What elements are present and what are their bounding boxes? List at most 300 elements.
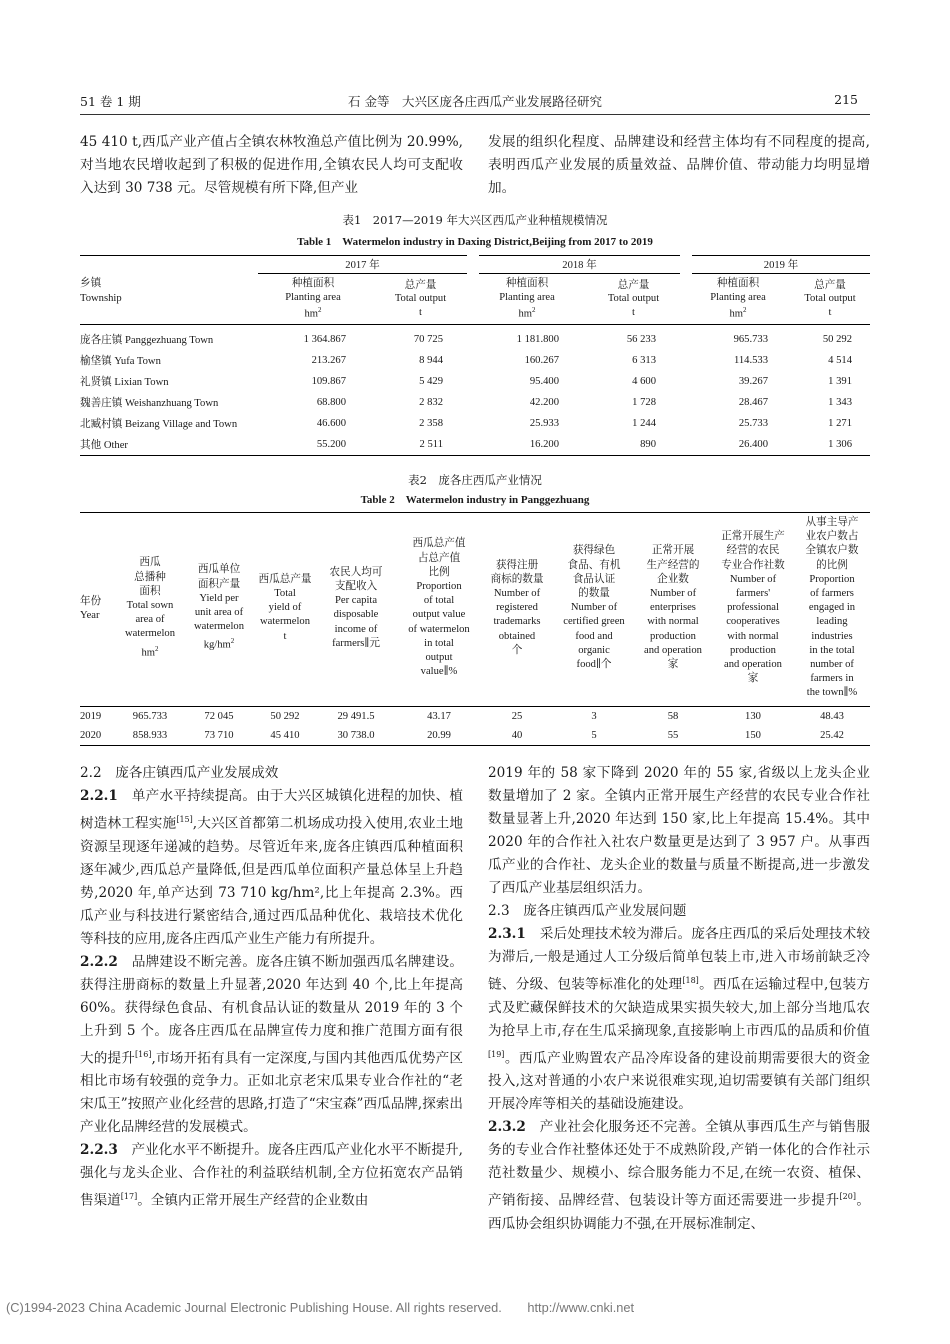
t2-head-line bbox=[634, 559, 712, 573]
t2-head-line bbox=[712, 672, 794, 686]
t2-head-text: leading bbox=[816, 616, 848, 628]
t1-value-cell: 70 725 bbox=[413, 334, 443, 346]
t2-value-cell: 5 bbox=[591, 729, 597, 741]
t2-head-line bbox=[314, 580, 398, 594]
t1-value-cell: 5 429 bbox=[419, 376, 443, 388]
t2-head-text: 商标的数量 bbox=[490, 573, 544, 585]
t1-value-cell: 1 391 bbox=[828, 376, 852, 388]
t1-township-cell: 榆垡镇 Yufa Town bbox=[80, 356, 161, 368]
t2-head-line bbox=[554, 587, 634, 601]
t2-head-text: with normal bbox=[727, 630, 779, 642]
para-2-3-2 bbox=[488, 1116, 870, 1236]
t2-year-cn: 年份 bbox=[80, 596, 102, 608]
ref-19: [19] bbox=[488, 1049, 505, 1059]
t2-head-line bbox=[182, 578, 256, 592]
s221-text2: ,大兴区首都第二机场成功投入使用,农业土地资源呈现逐年递减的趋势。尽管近年来,庞各庄镇西瓜种植面积逐年减少,西瓜总产量降低,但是西瓜单位面积产量总体呈上升趋势,2020 年,单产达到 73 710 kg/hm²,比上年提高 2.3%。西瓜产业与科技进行紧密结合,通过西瓜品种优化、栽培技术优化等科技的应用,庞各庄西瓜产业生产能力有所提升。 bbox=[80, 815, 463, 947]
t2-head-text: farmers∥元 bbox=[332, 637, 380, 649]
para-right-1: 2019 年的 58 家下降到 2020 年的 55 家,省级以上龙头企业数量增加了 2 家。全镇内正常开展生产经营的农民专业合作社数量显著上升,2020 年达到 150 家,比上年提高 15.4%。其中 2020 年的合作社入社农户数量更是达到了 3 957 户。从事西瓜产业的合作社、龙头企业的数量与质量不断提高,进一步激发了西瓜产业基层组织活力。 bbox=[488, 765, 870, 896]
t1-row bbox=[80, 371, 870, 392]
t2-col9-head bbox=[712, 513, 794, 707]
s222-text2: ,市场开拓有具有一定深度,与国内其他西瓜优势产区相比市场有较强的竞争力。正如北京老宋瓜果专业合作社的“老宋瓜王”按照产业化经营的思路,打造了“宋宝森”西瓜品牌,探索出产业化品牌经营的发展模式。 bbox=[80, 1050, 464, 1136]
t2-head-line bbox=[118, 599, 182, 613]
t2-row bbox=[80, 726, 870, 746]
right-column bbox=[488, 762, 870, 1236]
t2-head-text: 比例 bbox=[428, 566, 450, 578]
table1-caption-en: Table 1 Watermelon industry in Daxing District,Beijing from 2017 to 2019 bbox=[297, 236, 653, 248]
t2-head-text: Per capita bbox=[334, 595, 378, 607]
t2-head-line bbox=[554, 644, 634, 658]
t1-output-cn: 总产量 bbox=[814, 279, 846, 291]
t2-head-text: in total bbox=[424, 637, 454, 649]
t1-output-cn: 总产量 bbox=[617, 279, 650, 291]
t1-value-cell: 1 244 bbox=[632, 418, 656, 430]
s231-text3: 。西瓜产业购置农产品冷库设备的建设前期需要很大的资金投入,这对普通的小农户来说很难实现,迫切需要镇有关部门组织开展冷库等相关的基础设施建设。 bbox=[488, 1050, 870, 1113]
t2-head-text: t bbox=[283, 630, 287, 642]
t2-head-text: organic bbox=[578, 644, 610, 656]
t2-head-line bbox=[398, 637, 480, 651]
t2-head-text: watermelon bbox=[259, 616, 310, 628]
t1-township-cell: 北臧村镇 Beizang Village and Town bbox=[80, 419, 238, 431]
t1-output-unit: t bbox=[419, 306, 422, 318]
t2-body bbox=[80, 706, 870, 745]
t2-value-cell: 50 292 bbox=[270, 710, 300, 722]
t1-value-cell: 109.867 bbox=[311, 376, 346, 388]
t2-head-line bbox=[554, 559, 634, 573]
t1-year-2019: 2019 年 bbox=[686, 256, 870, 274]
t2-head-line bbox=[712, 587, 794, 601]
ref-16: [16] bbox=[135, 1049, 152, 1059]
t1-value-cell: 55.200 bbox=[316, 439, 346, 451]
t2-head-text: registered bbox=[496, 602, 538, 614]
t2-head-line bbox=[480, 644, 554, 658]
t2-value-cell: 30 738.0 bbox=[337, 729, 375, 741]
t2-head-line bbox=[398, 665, 480, 679]
t1-value-cell: 2 511 bbox=[419, 439, 443, 451]
t2-head-line bbox=[118, 642, 182, 661]
t2-head-line bbox=[794, 587, 870, 601]
t2-head-line bbox=[794, 658, 870, 672]
t1-value-cell: 213.267 bbox=[311, 355, 346, 367]
t1-value-cell: 68.800 bbox=[316, 397, 346, 409]
t1-value-cell: 16.200 bbox=[529, 439, 559, 451]
t2-year-en: Year bbox=[80, 610, 100, 622]
t1-area-cn: 种植面积 bbox=[505, 278, 549, 289]
t2-head-line bbox=[182, 563, 256, 577]
t2-head-line bbox=[712, 573, 794, 587]
t1-output-cn: 总产量 bbox=[404, 279, 437, 291]
t2-head-line bbox=[634, 587, 712, 601]
t2-head-text: Total bbox=[274, 588, 296, 600]
t2-head-text: of total bbox=[423, 595, 455, 607]
t2-head-text: watermelon bbox=[124, 628, 175, 640]
t2-head-line bbox=[712, 544, 794, 558]
t2-head-line bbox=[794, 530, 870, 544]
t2-head-text: 家 bbox=[747, 673, 759, 685]
t1-area-cn: 种植面积 bbox=[291, 278, 335, 289]
t2-head-text: the town∥% bbox=[806, 687, 858, 699]
t2-head-line bbox=[634, 615, 712, 629]
t2-head-text: 西瓜 bbox=[139, 557, 161, 569]
t2-head-line bbox=[634, 644, 712, 658]
t1-area-unit: hm bbox=[304, 308, 319, 320]
t2-head-line bbox=[182, 606, 256, 620]
t2-head-text: 的数量 bbox=[578, 588, 610, 600]
t2-head-sup: 2 bbox=[155, 644, 159, 653]
t2-head-line bbox=[712, 530, 794, 544]
t2-head-line bbox=[554, 544, 634, 558]
t1-area-unit: hm bbox=[518, 308, 533, 320]
t2-head-line bbox=[182, 592, 256, 606]
t2-head-text: and operation bbox=[644, 644, 702, 656]
t2-head-text: 个 bbox=[511, 644, 523, 656]
t2-head-text: 面积产量 bbox=[197, 578, 241, 590]
s223-label: 2.2.3 bbox=[80, 1142, 118, 1159]
t2-head-text: industries bbox=[811, 630, 853, 642]
running-title: 石 金等 大兴区庞各庄西瓜产业发展路径研究 bbox=[348, 94, 602, 109]
t2-head-text: 家 bbox=[667, 659, 679, 671]
copyright-footer: (C)1994-2023 China Academic Journal Electronic Publishing House. All rights reserved. http://www.cnki.net bbox=[6, 1300, 635, 1315]
t1-area-head bbox=[473, 274, 581, 325]
t2-head-line bbox=[256, 601, 314, 615]
t1-output-head bbox=[581, 274, 686, 325]
ref-17: [17] bbox=[120, 1192, 138, 1202]
t2-col3-head bbox=[256, 513, 314, 707]
t2-head-line bbox=[712, 658, 794, 672]
ref-15: [15] bbox=[176, 815, 193, 824]
s231-label: 2.3.1 bbox=[488, 926, 526, 942]
t1-township-cell: 庞各庄镇 Panggezhuang Town bbox=[80, 335, 214, 347]
t2-head-line bbox=[634, 630, 712, 644]
t2-value-cell: 20.99 bbox=[427, 729, 451, 741]
t2-head-text: 经营的农民 bbox=[726, 545, 780, 557]
t2-head-line bbox=[554, 658, 634, 672]
t1-output-en: Total output bbox=[804, 293, 856, 305]
t1-row bbox=[80, 413, 870, 434]
t2-head-line bbox=[118, 556, 182, 570]
ref-18: [18] bbox=[682, 976, 699, 985]
t2-head-text: area of bbox=[135, 614, 165, 626]
t1-row bbox=[80, 392, 870, 413]
t2-head-line bbox=[480, 559, 554, 573]
t1-output-en: Total output bbox=[394, 293, 447, 305]
t2-head-text: engaged in bbox=[808, 602, 856, 614]
t2-head-text: output bbox=[425, 651, 453, 663]
t2-value-cell: 965.733 bbox=[132, 710, 168, 722]
t2-head-text: certified green bbox=[563, 616, 625, 628]
t2-head-text: 正常开展 bbox=[651, 545, 695, 557]
t2-head-text: food and bbox=[575, 630, 613, 642]
s232-label: 2.3.2 bbox=[488, 1119, 526, 1136]
s232-text2: 。西瓜协会组织协调能力不强,在开展标准制定、 bbox=[488, 1192, 870, 1232]
left-column bbox=[80, 762, 463, 1213]
t2-row bbox=[80, 706, 870, 726]
t1-value-cell: 1 364.867 bbox=[303, 334, 346, 346]
t2-head-text: farmers' bbox=[735, 588, 771, 600]
t2-head-line bbox=[314, 608, 398, 622]
t2-head-line bbox=[314, 623, 398, 637]
t1-area-head bbox=[686, 274, 790, 325]
t1-township-cell: 礼贤镇 Lixian Town bbox=[80, 377, 169, 389]
t2-head-text: 总播种 bbox=[134, 571, 166, 583]
t2-head-line bbox=[554, 573, 634, 587]
t2-head-line bbox=[118, 585, 182, 599]
t2-head-line bbox=[398, 552, 480, 566]
t2-value-cell: 43.17 bbox=[427, 710, 451, 722]
t1-year-2018: 2018 年 bbox=[473, 256, 686, 274]
t1-area-en: Planting area bbox=[285, 291, 341, 303]
t2-head bbox=[80, 513, 870, 707]
t2-head-text: Proportion bbox=[809, 573, 855, 585]
t2-head-sup: 2 bbox=[230, 637, 235, 646]
t2-head-line bbox=[554, 601, 634, 615]
t2-head-text: yield of bbox=[268, 602, 302, 614]
t2-head-text: professional bbox=[727, 602, 779, 614]
ref-20: [20] bbox=[839, 1192, 856, 1202]
t2-head-text: 食品、有机 bbox=[567, 559, 621, 571]
t2-head-line bbox=[712, 601, 794, 615]
t2-head-line bbox=[398, 608, 480, 622]
t1-value-cell: 4 600 bbox=[632, 376, 656, 388]
t2-head-line bbox=[398, 623, 480, 637]
t1-township-head bbox=[80, 256, 258, 325]
t2-col10-head bbox=[794, 513, 870, 707]
t2-head-text: 专业合作社数 bbox=[721, 559, 785, 571]
s232-text1: 产业社会化服务还不完善。全镇从事西瓜生产与销售服务的专业合作社整体还处于不成熟阶段,产销一体化的合作社示范社数量少、规模小、综合服务能力不足,在统一农资、植保、产销衔接、品牌经营、包装设计等方面还需要进一步提升 bbox=[488, 1119, 871, 1209]
t2-head-text: 获得注册 bbox=[495, 559, 539, 571]
t2-head-line bbox=[118, 571, 182, 585]
t1-value-cell: 25.733 bbox=[738, 418, 768, 430]
t2-head-line bbox=[712, 644, 794, 658]
t1-area-unit: hm bbox=[729, 308, 744, 320]
section-2-2-heading: 2.2 庞各庄镇西瓜产业发展成效 bbox=[80, 765, 279, 781]
t2-head-line bbox=[314, 566, 398, 580]
t2-head-text: 企业数 bbox=[657, 573, 689, 585]
t1-value-cell: 890 bbox=[640, 439, 656, 451]
t1-value-cell: 2 832 bbox=[419, 397, 443, 409]
t1-value-cell: 2 358 bbox=[419, 418, 443, 430]
t2-head-line bbox=[256, 573, 314, 587]
t2-head-line bbox=[712, 615, 794, 629]
t1-row bbox=[80, 325, 870, 351]
t2-head-text: 从事主导产 bbox=[805, 517, 859, 528]
t1-value-cell: 95.400 bbox=[529, 376, 559, 388]
t2-head-text: disposable bbox=[333, 609, 379, 621]
t2-head-line bbox=[794, 630, 870, 644]
t2-col2-head bbox=[182, 513, 256, 707]
t1-value-cell: 8 944 bbox=[419, 355, 443, 367]
volume-label: 51 卷 1 期 bbox=[80, 94, 141, 109]
s223-text2: 。全镇内正常开展生产经营的企业数由 bbox=[137, 1192, 369, 1209]
t2-head-line bbox=[182, 634, 256, 653]
t2-head-text: 面积 bbox=[139, 585, 161, 597]
t2-head-line bbox=[554, 615, 634, 629]
t2-value-cell: 45 410 bbox=[270, 729, 300, 741]
s231-text1: 采后处理技术较为滞后。庞各庄西瓜的采后处理技术较为滞后,一般是通过人工分级后简单包装上市,进入市场前缺乏冷链、分级、包装等标准化的处理 bbox=[488, 926, 871, 993]
t1-value-cell: 42.200 bbox=[529, 397, 559, 409]
t2-head-line bbox=[256, 630, 314, 644]
intro-right bbox=[488, 131, 870, 200]
t1-row bbox=[80, 350, 870, 371]
t1-output-unit: t bbox=[632, 306, 635, 318]
t2-year-cell: 2019 bbox=[80, 710, 102, 722]
t2-head-text: Number of bbox=[570, 602, 618, 614]
t1-value-cell: 28.467 bbox=[738, 397, 768, 409]
t2-year-head bbox=[80, 513, 118, 707]
t2-head-text: Number of bbox=[729, 573, 777, 585]
page-number: 215 bbox=[834, 92, 858, 107]
t2-col1-head bbox=[118, 513, 182, 707]
table2-caption-cn: 表2 庞各庄西瓜产业情况 bbox=[408, 473, 542, 487]
t2-head-line bbox=[118, 613, 182, 627]
t1-township-cn: 乡镇 bbox=[80, 278, 102, 289]
table2-caption-en: Table 2 Watermelon industry in Panggezhuang bbox=[360, 494, 590, 506]
t2-head-text: 业农户数占 bbox=[805, 531, 859, 543]
t2-head-text: Yield per bbox=[199, 592, 239, 604]
t2-head-text: Total sown bbox=[126, 599, 174, 611]
t2-col5-head bbox=[398, 513, 480, 707]
t1-value-cell: 4 514 bbox=[828, 355, 852, 367]
t1-value-cell: 160.267 bbox=[524, 355, 559, 367]
t2-head-text: in the total bbox=[809, 644, 855, 656]
t2-value-cell: 73 710 bbox=[204, 729, 234, 741]
t2-head-line bbox=[794, 686, 870, 700]
s221-text1: 单产水平持续提高。由于大兴区城镇化进程的加快、植树造林工程实施 bbox=[80, 788, 464, 832]
t2-head-line bbox=[794, 644, 870, 658]
table1-caption-cn: 表1 2017—2019 年大兴区西瓜产业种植规模情况 bbox=[342, 213, 608, 227]
t2-head-text: unit area of bbox=[194, 607, 244, 619]
para-2-3-1 bbox=[488, 923, 870, 1116]
t2-head-text: food∥个 bbox=[576, 659, 612, 671]
t2-head-line bbox=[480, 615, 554, 629]
s222-text1: 品牌建设不断完善。庞各庄镇不断加强西瓜名牌建设。获得注册商标的数量上升显著,2020 年达到 40 个,比上年提高 60%。获得绿色食品、有机食品认证的数量从 2019 年的 3 个上升到 5 个。庞各庄西瓜在品牌宣传力度和推广范围方面有很大的提升 bbox=[80, 953, 464, 1067]
t2-head-text: 全镇农户数 bbox=[805, 545, 859, 557]
t2-head-text: production bbox=[730, 644, 776, 656]
t2-head-line bbox=[794, 601, 870, 615]
t2-head-text: 食品认证 bbox=[572, 573, 616, 585]
t2-head-line bbox=[712, 559, 794, 573]
t2-head-text: income of bbox=[334, 623, 378, 635]
t2-head-text: output value bbox=[412, 609, 466, 621]
t2-value-cell: 150 bbox=[745, 729, 761, 741]
t2-head-line bbox=[480, 601, 554, 615]
t2-head-text: 的比例 bbox=[816, 559, 848, 571]
t1-year-2017: 2017 年 bbox=[258, 256, 473, 274]
t2-head-text: 西瓜总产量 bbox=[258, 573, 312, 585]
t2-head-text: 占总产值 bbox=[417, 552, 461, 564]
t1-value-cell: 1 181.800 bbox=[516, 334, 559, 346]
t2-head-line bbox=[794, 615, 870, 629]
t2-head-text: of watermelon bbox=[408, 623, 470, 635]
s223-text1: 产业化水平不断提升。庞各庄西瓜产业化水平不断提升,强化与龙头企业、合作社的利益联结机制,全方位拓宽农产品销售渠道 bbox=[80, 1142, 463, 1209]
t2-head-text: kg/hm bbox=[203, 639, 231, 651]
t2-head-line bbox=[634, 573, 712, 587]
t2-head-line bbox=[314, 594, 398, 608]
t2-value-cell: 58 bbox=[667, 710, 679, 722]
t2-value-cell: 130 bbox=[745, 710, 761, 722]
t2-value-cell: 55 bbox=[667, 729, 679, 741]
t1-area-sup: 2 bbox=[318, 306, 322, 314]
t2-value-cell: 25 bbox=[511, 710, 523, 722]
t2-head-line bbox=[634, 544, 712, 558]
t2-head-line bbox=[480, 587, 554, 601]
t2-head-line bbox=[182, 620, 256, 634]
t1-body bbox=[80, 325, 870, 456]
t1-value-cell: 6 313 bbox=[632, 355, 656, 367]
t2-value-cell: 40 bbox=[511, 729, 523, 741]
t2-head-text: of farmers bbox=[810, 588, 854, 600]
para-2-2-2 bbox=[80, 951, 463, 1140]
t2-head-text: 农民人均可 bbox=[329, 566, 383, 578]
t2-head-text: 获得绿色 bbox=[572, 545, 616, 557]
s222-label: 2.2.2 bbox=[80, 953, 118, 970]
t2-head-line bbox=[256, 615, 314, 629]
s231-text2: 。西瓜在运输过程中,包装方式及贮藏保鲜技术的欠缺造成果实损失较大,加上部分当地瓜农为抢早上市,存在生瓜采摘现象,直接影响上市西瓜的品质和价值 bbox=[488, 976, 871, 1039]
t2-head-line bbox=[794, 573, 870, 587]
t2-value-cell: 3 bbox=[591, 710, 597, 722]
t1-area-head bbox=[258, 274, 368, 325]
t2-head-text: number of bbox=[810, 659, 854, 671]
t2-col7-head bbox=[554, 513, 634, 707]
intro-right-text: 发展的组织化程度、品牌建设和经营主体均有不同程度的提高,表明西瓜产业发展的质量效益、品牌价值、带动能力均明显增加。 bbox=[488, 134, 870, 196]
t1-township-cell: 魏善庄镇 Weishanzhuang Town bbox=[80, 398, 219, 410]
t1-area-sup: 2 bbox=[743, 306, 747, 314]
t2-head-line bbox=[794, 672, 870, 686]
t2-head-line bbox=[480, 573, 554, 587]
t2-head-text: Number of bbox=[649, 588, 697, 600]
t2-head-text: Number of bbox=[493, 588, 541, 600]
t2-head-line bbox=[256, 587, 314, 601]
header-rule bbox=[80, 114, 870, 115]
t2-value-cell: 29 491.5 bbox=[337, 710, 375, 722]
t1-value-cell: 1 306 bbox=[828, 439, 852, 451]
t2-col8-head bbox=[634, 513, 712, 707]
t2-head-text: production bbox=[650, 630, 696, 642]
t2-value-cell: 48.43 bbox=[820, 710, 844, 722]
t2-head-line bbox=[794, 516, 870, 530]
t2-head-text: hm bbox=[141, 647, 156, 659]
t2-head-line bbox=[398, 537, 480, 551]
t2-head-text: trademarks bbox=[493, 616, 541, 628]
t2-head-line bbox=[554, 630, 634, 644]
t1-area-sup: 2 bbox=[532, 306, 536, 314]
t1-value-cell: 965.733 bbox=[733, 334, 768, 346]
t2-value-cell: 25.42 bbox=[820, 729, 844, 741]
table2 bbox=[80, 512, 870, 746]
t2-head-text: obtained bbox=[498, 630, 536, 642]
table1 bbox=[80, 255, 870, 456]
t2-head-text: 生产经营的 bbox=[646, 559, 700, 571]
t1-value-cell: 1 271 bbox=[828, 418, 852, 430]
t1-output-en: Total output bbox=[607, 293, 660, 305]
t2-head-line bbox=[314, 637, 398, 651]
t1-value-cell: 1 728 bbox=[632, 397, 656, 409]
t2-head-text: value∥% bbox=[420, 666, 458, 678]
t2-head-text: farmers in bbox=[810, 673, 854, 685]
t2-head-line bbox=[398, 594, 480, 608]
t1-output-unit: t bbox=[828, 306, 832, 318]
t2-head-text: enterprises bbox=[650, 602, 696, 614]
t2-head-line bbox=[480, 630, 554, 644]
t2-head-line bbox=[398, 566, 480, 580]
t2-head-text: 西瓜单位 bbox=[197, 564, 241, 576]
t1-value-cell: 26.400 bbox=[738, 439, 768, 451]
t2-head-text: Proportion bbox=[416, 580, 462, 592]
t2-year-cell: 2020 bbox=[80, 729, 102, 741]
t2-col6-head bbox=[480, 513, 554, 707]
s221-label: 2.2.1 bbox=[80, 788, 118, 804]
t2-head-text: 支配收入 bbox=[334, 580, 378, 592]
t2-head-line bbox=[634, 601, 712, 615]
